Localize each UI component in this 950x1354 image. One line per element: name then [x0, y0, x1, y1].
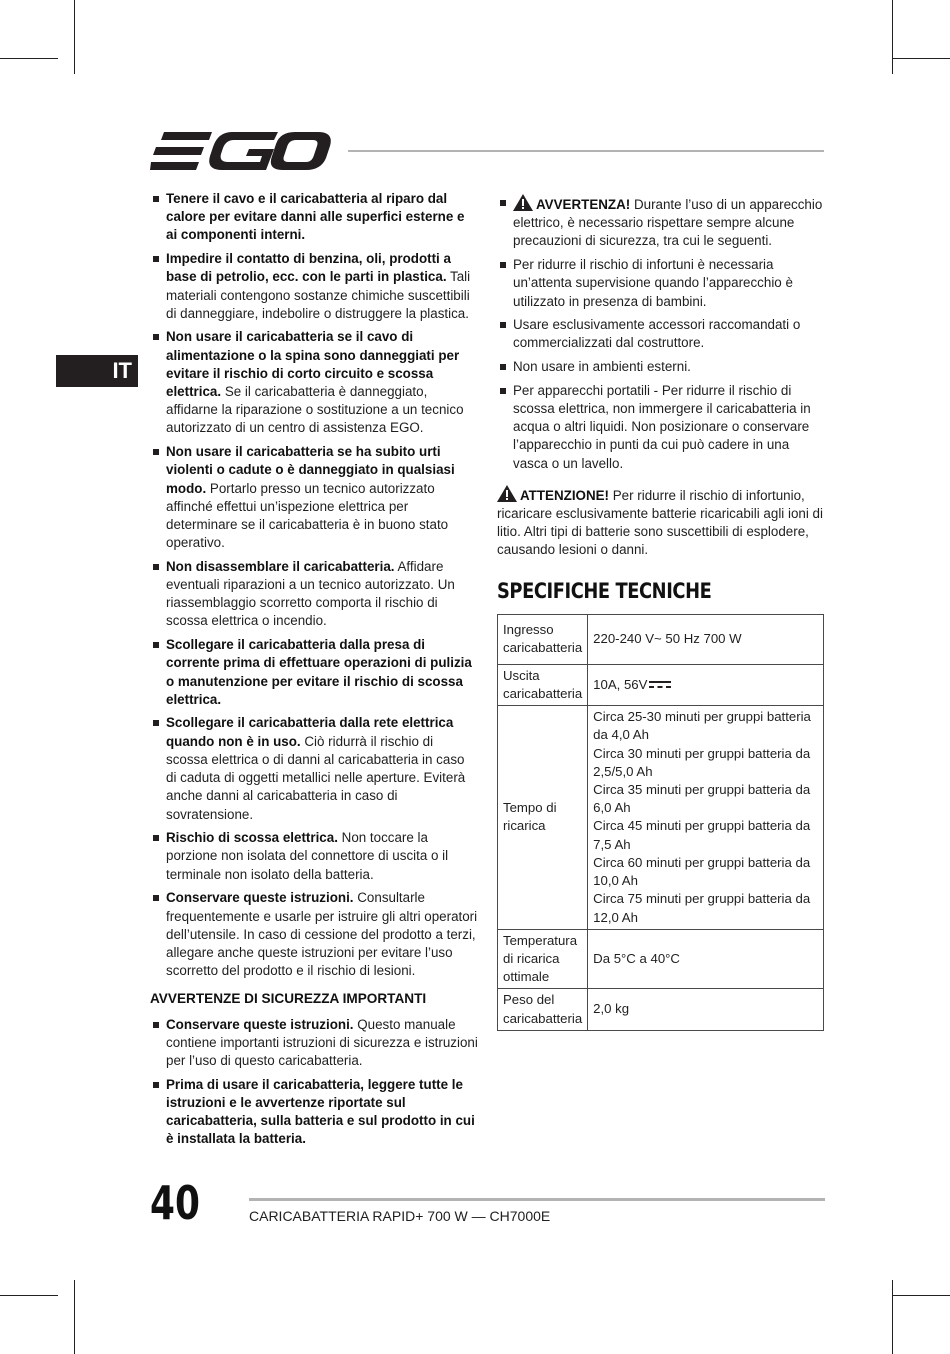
list-item-bold: Prima di usare il caricabatteria, leggere tutte le istruzioni e le avvertenze riportate sul caricabatteria, sulla batteria e sul prodotto in cui è installata la batteria. [166, 1076, 475, 1147]
warning-triangle-icon [497, 485, 517, 502]
list-item-bold: Impedire il contatto di benzina, oli, prodotti a base di petrolio, ecc. con le parti in plastica. [166, 251, 451, 285]
list-item [497, 316, 827, 352]
list-item [150, 714, 478, 823]
list-item-text: Affidare eventuali riparazioni a un tecnico autorizzato. Un riassemblaggio scorretto comporta il rischio di scossa elettrica o incendio. [166, 558, 455, 629]
list-item-bold: Conservare queste istruzioni. [166, 1016, 354, 1032]
list-item-text: Ciò ridurrà il rischio di scossa elettrica o di danni al caricabatteria in caso di caduta di oggetti metallici nelle aperture. Eviterà anche danni al caricabatteria in caso di sovratensione. [166, 733, 466, 822]
list-item [497, 358, 827, 376]
page-number: 40 [150, 1176, 200, 1230]
list-item-text: Consultarle frequentemente e usarle per istruire gli altri operatori dell’utensile. In caso di cessione del prodotto a terzi, allegare anche queste istruzioni per evitare l’uso scorretto del prodotto e il rischio di lesioni. [166, 890, 478, 979]
footer-rule [249, 1198, 825, 1201]
attention-note [497, 485, 827, 560]
specs-table [497, 614, 824, 1031]
table-row [498, 989, 824, 1030]
list-item-bold: Scollegare il caricabatteria dalla rete elettrica quando non è in uso. [166, 715, 454, 749]
header-rule [348, 150, 824, 152]
list-item-bold: Non usare il caricabatteria se ha subito urti violenti o cadute o è danneggiato in qualsiasi modo. [166, 444, 455, 496]
spec-label: Uscita caricabatteria [498, 664, 588, 705]
list-item [150, 1016, 478, 1071]
spec-label: Ingresso caricabatteria [498, 614, 588, 664]
charge-time-line: Circa 75 minuti per gruppi batteria da 12,0 Ah [593, 891, 811, 925]
list-item-bold: Conservare queste istruzioni. [166, 890, 354, 906]
crop-mark [0, 1295, 58, 1296]
charge-time-line: Circa 35 minuti per gruppi batteria da 6,0 Ah [593, 782, 811, 816]
crop-mark [892, 1295, 950, 1296]
spec-value: 2,0 kg [588, 989, 824, 1030]
list-item [497, 194, 827, 251]
footer-title: CARICABATTERIA RAPID+ 700 W — CH7000E [249, 1208, 551, 1224]
list-item-text: Usare esclusivamente accessori raccomandati o commercializzati dal costruttore. [513, 317, 801, 351]
table-row [498, 664, 824, 705]
list-item [150, 558, 478, 631]
crop-mark [74, 1280, 75, 1354]
crop-mark [892, 58, 950, 59]
spec-label: Peso del caricabatteria [498, 989, 588, 1030]
right-column [497, 194, 827, 1031]
crop-mark [892, 1280, 893, 1354]
list-item [150, 889, 478, 980]
specs-title: SPECIFICHE TECNICHE [497, 578, 712, 603]
list-item [150, 1076, 478, 1149]
charge-time-line: Circa 45 minuti per gruppi batteria da 7,5 Ah [593, 818, 811, 852]
list-item [150, 250, 478, 323]
list-item-bold: Rischio di scossa elettrica. [166, 830, 338, 846]
left-column [150, 190, 478, 1154]
spec-label: Tempo di ricarica [498, 706, 588, 929]
spec-value: 10A, 56V [593, 676, 648, 692]
list-item-text: Durante l’uso di un apparecchio elettrico, è necessario rispettare sempre alcune precauzioni di sicurezza, tra cui le seguenti. [513, 197, 823, 249]
important-warnings-list [150, 1016, 478, 1149]
crop-mark [892, 0, 893, 74]
list-item-bold: Non usare il caricabatteria se il cavo di alimentazione o la spina sono danneggiati per evitare il rischio di corto circuito e scossa elettrica. [166, 329, 460, 400]
table-row [498, 614, 824, 664]
list-item [150, 829, 478, 884]
crop-mark [0, 58, 58, 59]
list-item-bold: Scollegare il caricabatteria dalla presa di corrente prima di effettuare operazioni di pulizia o manutenzione per evitare il rischio di scossa elettrica. [166, 637, 472, 707]
important-warnings-heading: AVVERTENZE DI SICUREZZA IMPORTANTI [150, 991, 427, 1007]
list-item [150, 636, 478, 709]
list-item-text: Non usare in ambienti esterni. [513, 359, 691, 375]
list-item-text: Per apparecchi portatili - Per ridurre il rischio di scossa elettrica, non immergere il caricabatteria in acqua o altri liquidi. Non posizionare o conservare l’apparecchio in punti da cui può cadere in una vasca o un lavello. [513, 382, 811, 471]
attention-text: Per ridurre il rischio di infortunio, ricaricare esclusivamente batterie ricaricabili agli ioni di litio. Altri tipi di batterie sono suscettibili di esplodere, causando lesioni o danni. [497, 487, 823, 558]
list-item [497, 256, 827, 311]
spec-label: Temperatura di ricarica ottimale [498, 929, 588, 989]
list-item-bold: Tenere il cavo e il caricabatteria al riparo dal calore per evitare danni alle superfici esterne e ai componenti interni. [166, 191, 465, 243]
list-item-text: Non toccare la porzione non isolata del connettore di uscita o il terminale non isolato della batteria. [166, 830, 449, 882]
spec-value-cell [588, 664, 824, 705]
list-item-bold: Non disassemblare il caricabatteria. [166, 558, 395, 574]
list-item-text: Tali materiali contengono sostanze chimiche suscettibili di danneggiare, indebolire o distruggere la plastica. [166, 269, 471, 321]
list-item [150, 190, 478, 245]
spec-value: 220-240 V~ 50 Hz 700 W [588, 614, 824, 664]
table-row [498, 706, 824, 929]
dc-current-icon [649, 680, 671, 690]
crop-mark [74, 0, 75, 74]
safety-list [150, 190, 478, 980]
table-row [498, 929, 824, 989]
spec-value-cell [588, 706, 824, 929]
warning-label: AVVERTENZA! [536, 197, 631, 212]
list-item [150, 328, 478, 437]
ego-logo [150, 130, 332, 172]
warning-triangle-icon [513, 194, 533, 211]
attention-label: ATTENZIONE! [520, 487, 610, 503]
list-item-text: Questo manuale contiene importanti istruzioni di sicurezza e istruzioni per l’uso di questo caricabatteria. [166, 1016, 478, 1068]
spec-value: Da 5°C a 40°C [588, 929, 824, 989]
charge-time-line: Circa 25-30 minuti per gruppi batteria da 4,0 Ah [593, 709, 811, 743]
charge-time-line: Circa 30 minuti per gruppi batteria da 2,5/5,0 Ah [593, 745, 811, 779]
list-item [150, 443, 478, 552]
language-tab: IT [56, 355, 138, 387]
list-item-text: Per ridurre il rischio di infortuni è necessaria un’attenta supervisione quando l’apparecchio è utilizzato in presenza di bambini. [513, 257, 793, 309]
list-item-text: Se il caricabatteria è danneggiato, affidarne la riparazione o sostituzione a un tecnico autorizzato di un centro di assistenza EGO. [166, 384, 464, 436]
charge-time-line: Circa 60 minuti per gruppi batteria da 10,0 Ah [593, 854, 811, 889]
appliance-warnings-list [497, 194, 827, 473]
list-item-text: Portarlo presso un tecnico autorizzato affinché effettui un’ispezione elettrica per determinare se il caricabatteria è in buono stato operativo. [166, 480, 449, 551]
list-item [497, 382, 827, 473]
